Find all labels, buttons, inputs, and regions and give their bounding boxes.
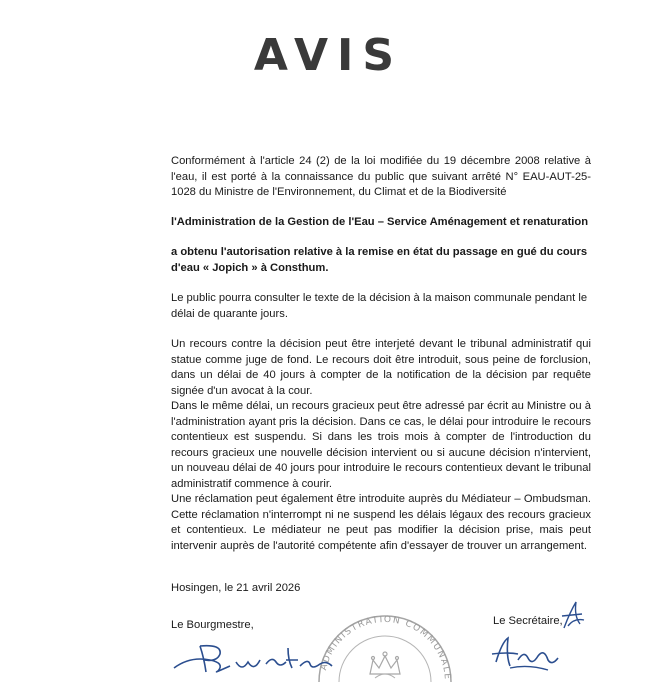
intro-paragraph: Conformément à l'article 24 (2) de la loi modifiée du 19 décembre 2008 relative à l'eau, il est porté à la connaissance du public que suivant arrêté N° EAU-AUT-25-1028 du Ministre de l'Environnement, du Climat et de la Biodiversité — [171, 155, 591, 198]
seal-inscription: ADMINISTRATION COMMUNALE — [319, 614, 453, 681]
secretary-signature — [488, 632, 578, 675]
secretary-initials — [558, 598, 588, 632]
mayor-signature — [170, 638, 350, 675]
mayor-label: Le Bourgmestre, — [171, 619, 254, 631]
notice-title: AVIS — [253, 30, 404, 81]
legal-remedies-text — [171, 337, 591, 554]
decision-paragraph: a obtenu l'autorisation relative à la remise en état du passage en gué du cours d'eau « Jopich » à Consthum. — [171, 246, 588, 274]
legal-remedies-body: Un recours contre la décision peut être interjeté devant le tribunal administratif qui statue comme juge de fond. Le recours doit être introduit, sous peine de forclusion, dans un délai de 40 jours à compter de la notification de la décision par requête signée d'un avocat à la cour. Dans le même délai, un recours gracieux peut être adressé par écrit au Ministre ou à l'administration ayant pris la décision. Dans ce cas, le délai pour introduire le recours contentieux est suspendu. Si dans les trois mois à compter de l'introduction du recours gracieux une nouvelle décision intervient ou si aucune décision n'intervient, un nouveau délai de 40 jours pour introduire le recours contentieux devant le tribunal administratif commence à courir. Une réclamation peut également être introduite auprès du Médiateur – Ombudsman. Cette réclamation n'interrompt ni ne suspend les délais légaux des recours gracieux et contentieux. Le médiateur ne peut pas modifier la décision prise, mais peut intervenir auprès de l'autorité compétente afin d'essayer de trouver un arrangement. — [171, 338, 591, 552]
secretary-label: Le Secrétaire, — [493, 615, 563, 627]
administration-line: l'Administration de la Gestion de l'Eau – Service Aménagement et renaturation — [171, 216, 589, 228]
public-notice-paragraph: Le public pourra consulter le texte de la décision à la maison communale pendant le délai de quarante jours. — [171, 292, 588, 320]
place-date: Hosingen, le 21 avril 2026 — [171, 582, 301, 594]
crown-icon — [370, 652, 400, 674]
